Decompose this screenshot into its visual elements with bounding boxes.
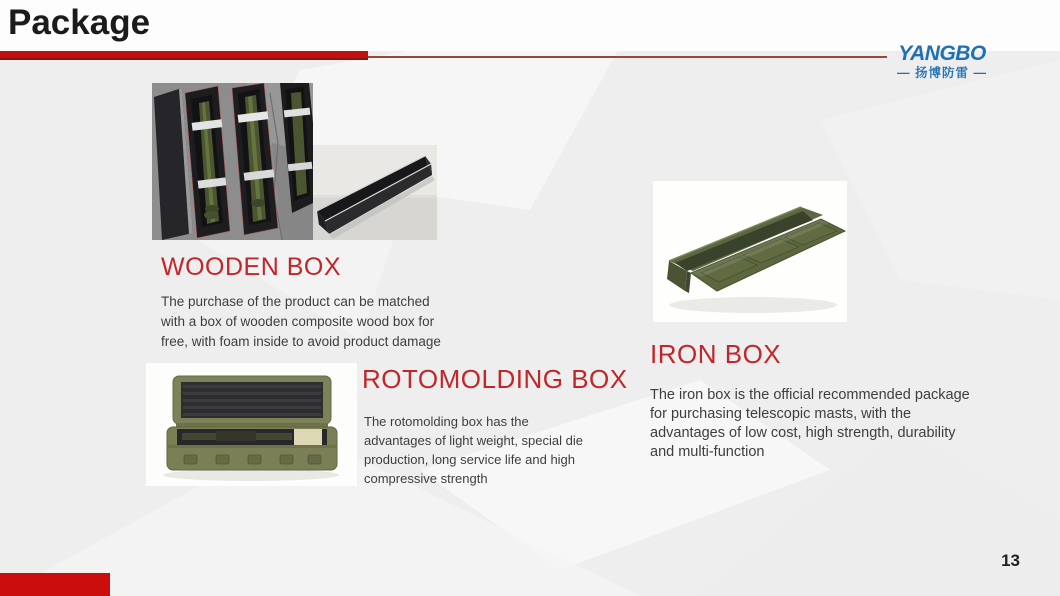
company-logo [888, 43, 996, 80]
black-box-photo [313, 145, 437, 240]
page-number: 13 [1001, 551, 1020, 570]
rotomolding-box-heading: ROTOMOLDING BOX [362, 364, 628, 394]
iron-box-heading: IRON BOX [650, 339, 782, 369]
rotomolding-box-photo [146, 363, 357, 486]
title-underline-bar [0, 51, 368, 60]
title-underline-thin-rule [368, 56, 887, 58]
wooden-box-heading: WOODEN BOX [161, 253, 342, 281]
logo-tagline: — 扬博防雷 — [897, 66, 987, 80]
wooden-box-photo [152, 83, 313, 240]
logo-wordmark: YANGBO [898, 42, 986, 65]
wooden-box-description: The purchase of the product can be matched with a box of wooden composite wood box for free, with foam inside to avoid product damage [161, 294, 441, 349]
rotomolding-box-description: The rotomolding box has the advantages of light weight, special die production, long service life and high compressive strength [364, 414, 583, 486]
iron-box-description: The iron box is the official recommended package for purchasing telescopic masts, with the advantages of low cost, high strength, durability and multi-function [650, 387, 970, 460]
page-title: Package [8, 3, 151, 42]
iron-box-photo [653, 181, 847, 322]
footer-accent-block [0, 573, 110, 596]
